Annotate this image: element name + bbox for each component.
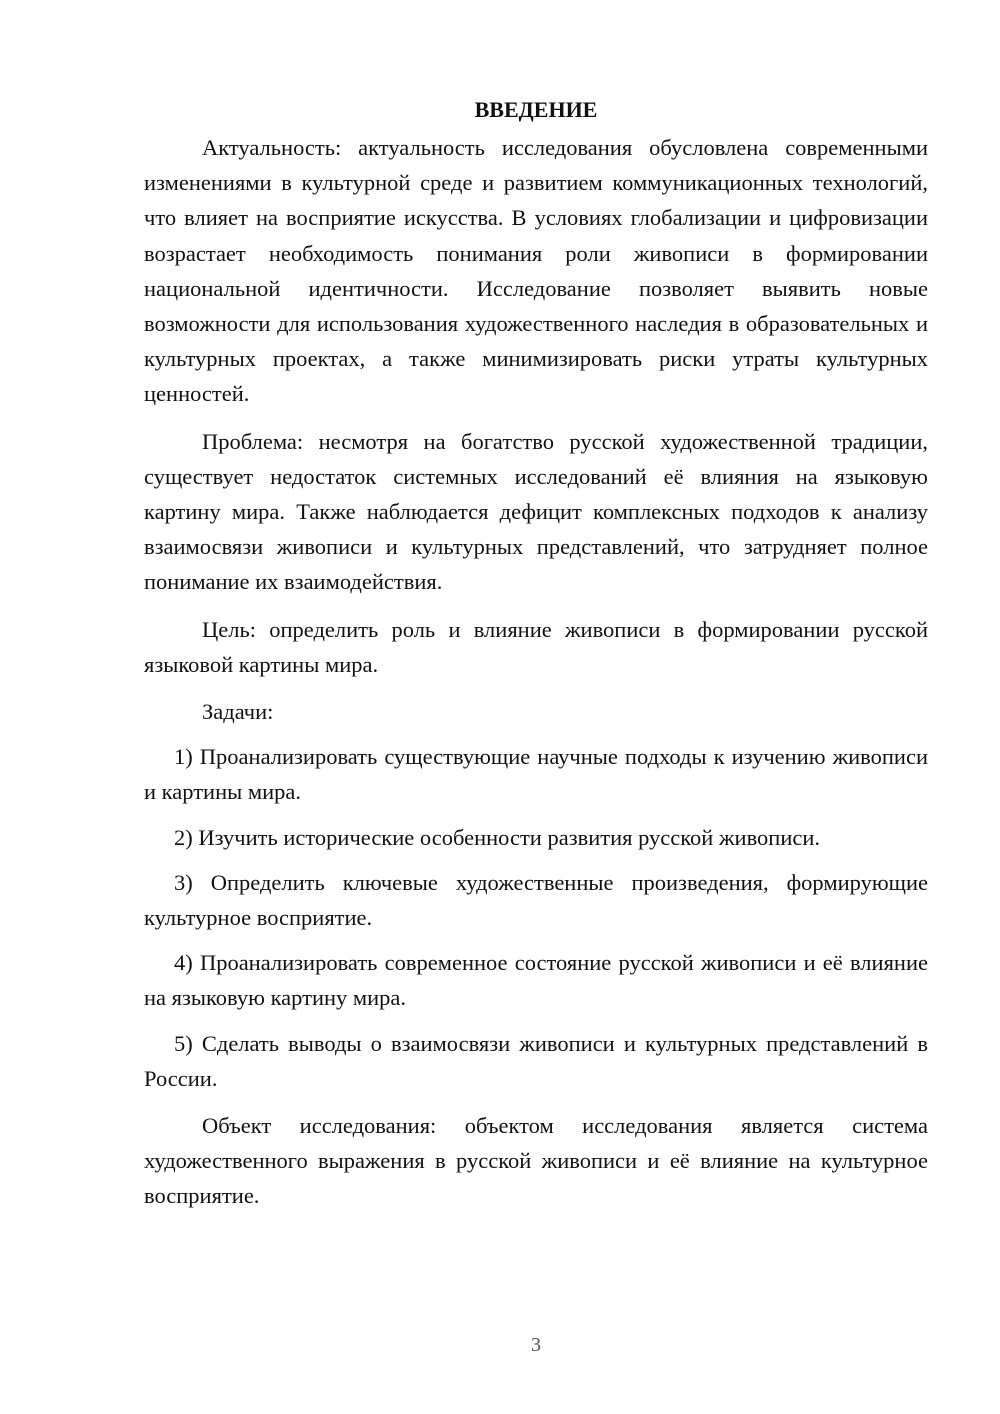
task-item-4: 4) Проанализировать современное состояние русской живописи и её влияние на языковую картину мира. — [144, 950, 928, 1011]
paragraph-goal: Цель: определить роль и влияние живописи в формировании русской языковой картины мира. — [144, 616, 928, 677]
page-number: 3 — [531, 1334, 541, 1356]
task-item-2: 2) Изучить исторические особенности развития русской живописи. — [174, 824, 821, 850]
section-title: ВВЕДЕНИЕ — [474, 97, 598, 122]
task-item-3: 3) Определить ключевые художественные произведения, формирующие культурное восприятие. — [144, 869, 928, 931]
task-list — [144, 739, 928, 1096]
page-content — [144, 92, 928, 1214]
paragraph-relevance: Актуальность: актуальность исследования обусловлена современными изменениями в культурной среде и развитием коммуникационных технологий, что влияет на восприятие искусства. В условиях глобализации и цифровизации возрастает необходимость понимания роли живописи в формировании национальной идентичности. Исследование позволяет выявить новые возможности для использования художественного наследия в образовательных и культурных проектах, а также минимизировать риски утраты культурных ценностей. — [144, 135, 928, 407]
paragraph-object: Объект исследования: объектом исследования является система художественного выражения в русской живописи и её влияние на культурное восприятие. — [144, 1113, 928, 1209]
task-item-1: 1) Проанализировать существующие научные подходы к изучению живописи и картины мира. — [144, 744, 928, 805]
tasks-heading: Задачи: — [202, 699, 274, 725]
task-item-5: 5) Сделать выводы о взаимосвязи живописи и культурных представлений в России. — [144, 1030, 928, 1091]
paragraph-problem: Проблема: несмотря на богатство русской художественной традиции, существует недостаток системных исследований её влияния на языковую картину мира. Также наблюдается дефицит комплексных подходов к анализу взаимосвязи живописи и культурных представлений, что затрудняет полное понимание их взаимодействия. — [144, 428, 928, 595]
